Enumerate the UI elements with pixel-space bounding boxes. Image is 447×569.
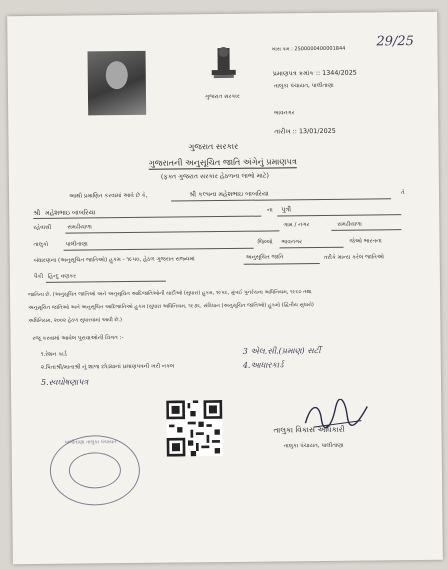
qr-code-icon [166,400,223,457]
village-label: ગામ / નગર [283,222,310,229]
issue-date: તારીખ :: 13/01/2025 [274,126,336,136]
document-2: ૨.પિતાશ્રી/માતાશ્રી નું શાળા છોડ્યાનાં પ્રમાણપત્રની ખરી નકલ [40,363,175,371]
emblem-caption: ગુજરાત સરકાર [204,93,240,101]
handwritten-note-4: 4.આધારકાર્ડ [242,360,284,370]
caste-label: પૈકી [33,273,44,281]
handwritten-reference: 29/25 [376,34,414,50]
header-office: તાલુકા પંચાયત, પાલીતાણા [273,82,334,90]
handwritten-note-3: 3 એલ.સી.(પ્રમાણ) સર્ટી [242,346,321,356]
office-seal-stamp [50,435,141,506]
district-label: જિલ્લો [257,239,273,246]
village-name: સમઢીયાળા [67,224,92,231]
serial-number: ખાસ ક્રમ : 2500000400001844 [271,45,346,53]
order-text: બંધારણના (અનુસૂચિત જાતિઓ) હુકમ - ૧૯૫૦, હેઠળ ગુજરાત રાજ્યમાં [33,256,195,265]
applicant-suffix: તે [400,190,405,197]
documents-title: રજૂ કરવામાં આવેલ પુરાવાઓની વિગત :- [32,335,124,343]
order-text-end: તરીકે માન્ય કરેલ જાતિઓ [323,254,384,261]
resident-label: રહેવાસી [33,224,52,232]
legal-para-line-1: જાતિના છે. (અનુસૂચિત જાતિઓ અને અનુસૂચિત આદિજાતિઓની યાદીઓ (સુધારા) હુકમ, ૧૯૫૬, મુંબઈ પુનર્રચના અધિનિયમ, ૧૯૬૦ તથા [28,289,312,299]
taluka-label: તાલુકો [33,241,49,249]
signatory-designation: તાલુકા વિકાસ અધિકારી [273,424,345,435]
legal-para-line-2: અનુસૂચિત જાતિઓ અને અનુસૂચિત આદિજાતિઓ હુકમ (સુધારા અધિનિયમ, ૧૯૭૬, સંવિધાન (અનુસૂચિત જાતિઓ) હુકમો (દ્વિતીય સુધારો) [28,302,314,312]
applicant-photo [88,51,147,116]
signatory-office: તાલુકા પંચાયત, પાલીતાણા [283,442,344,450]
parent-name: મહેશભાઇ બાબરિયા [45,208,96,217]
state-text: જેઓ ભારતના [349,238,382,245]
certificate-page [7,12,443,564]
stamp-text: પાલીતાણા તાલુકા પંચાયત [64,439,117,446]
certificate-subtitle: (ફક્ત ગુજરાત સરકાર હેઠળના લાભો માટે) [160,171,270,181]
govt-title: ગુજરાત સરકાર [188,141,239,152]
caste-name: હિન્દુ વણકર [47,273,77,280]
parent-prefix: શ્રી [33,208,41,218]
certificate-number: પ્રમાણપત્ર ક્રમાંક :: 1344/2025 [272,68,357,78]
header-place: ભાવનગર [274,110,295,117]
village-name-2: સમઢીયાળા [337,221,362,228]
relation: પુત્રી [281,205,292,214]
taluka-name: પાલીતાણા [65,241,88,248]
applicant-name: શ્રી કલ્પના મહેશભાઇ બાબરિયા [188,189,269,199]
handwritten-note-5: 5.સ્વઘોષણાપત્ર [40,377,89,387]
district-name: ભાવનગર [281,239,303,246]
relation-label: ના [267,207,273,214]
document-1: ૧.રેશન કાર્ડ [40,351,67,358]
certificate-title: ગુજરાતની અનુસૂચિત જાતિ અંગેનું પ્રમાણપત્ર [148,156,297,168]
intro-text: આથી પ્રમાણિત કરવામાં આવે છે કે, [69,192,148,200]
category: અનુસૂચિત જાતિ [245,254,284,261]
legal-para-line-3: અધિનિયમ, ૨૦૦૨ હેઠળ સુધારવામાં આવી છે.) [28,317,123,325]
state-emblem-icon [203,44,244,92]
